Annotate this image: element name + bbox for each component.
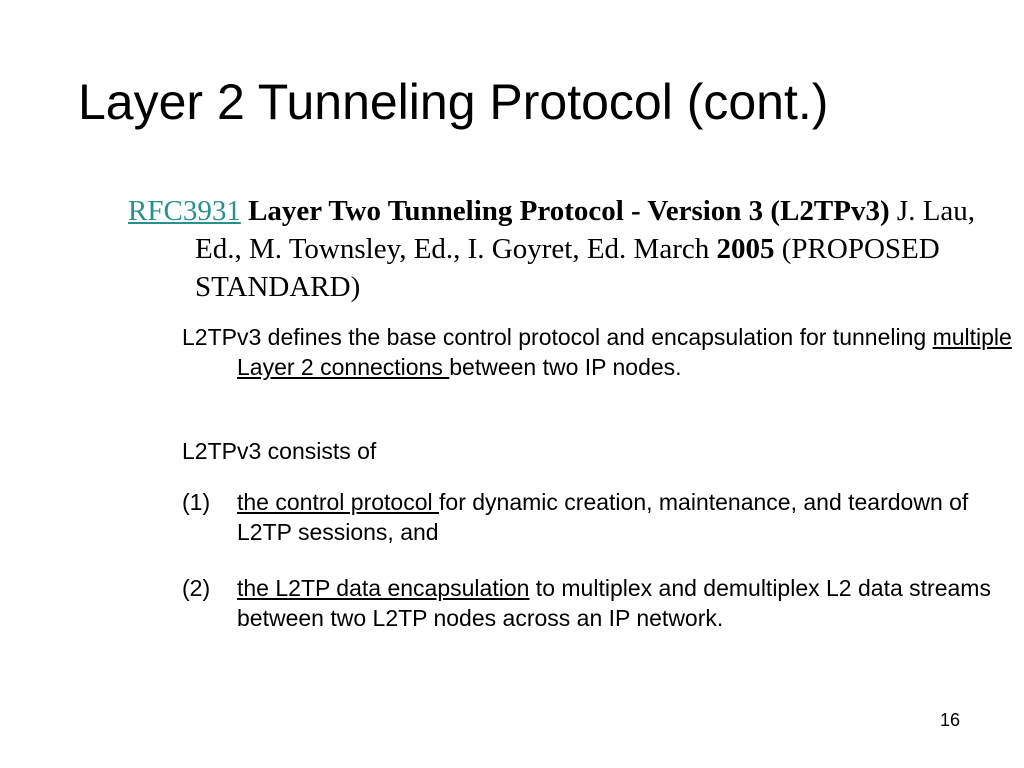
list-item-number: (1) [182, 489, 211, 515]
rfc-title: Layer Two Tunneling Protocol - Version 3 (L2TPv3) [248, 195, 890, 227]
definition-paragraph [182, 322, 1017, 382]
rfc-reference [128, 192, 985, 306]
list-item [182, 487, 1017, 547]
definition-text-before: L2TPv3 defines the base control protocol and encapsulation for tunneling [182, 324, 933, 350]
list-item-underlined: the L2TP data encapsulation [237, 575, 530, 601]
list-item-underlined: the control protocol [237, 489, 440, 515]
rfc-authors-date: J. Lau, Ed., M. Townsley, Ed., I. Goyret, Ed. March [195, 195, 976, 265]
consists-of-paragraph: L2TPv3 consists of [182, 438, 377, 464]
list-item-text: for dynamic creation, maintenance, and teardown of L2TP sessions, and [237, 489, 969, 545]
list-item-text: to multiplex and demultiplex L2 data streams between two L2TP nodes across an IP network. [237, 575, 991, 631]
definition-text-after: between two IP nodes. [449, 354, 682, 380]
rfc-link[interactable]: RFC3931 [128, 195, 241, 227]
list-item [182, 573, 1017, 633]
list-item-number: (2) [182, 575, 211, 601]
page-number: 16 [939, 710, 960, 730]
rfc-year: 2005 [716, 233, 775, 265]
rfc-status: (PROPOSED STANDARD) [195, 233, 940, 303]
slide-title: Layer 2 Tunneling Protocol (cont.) [78, 74, 829, 130]
definition-underlined: multiple Layer 2 connections [237, 324, 1012, 380]
